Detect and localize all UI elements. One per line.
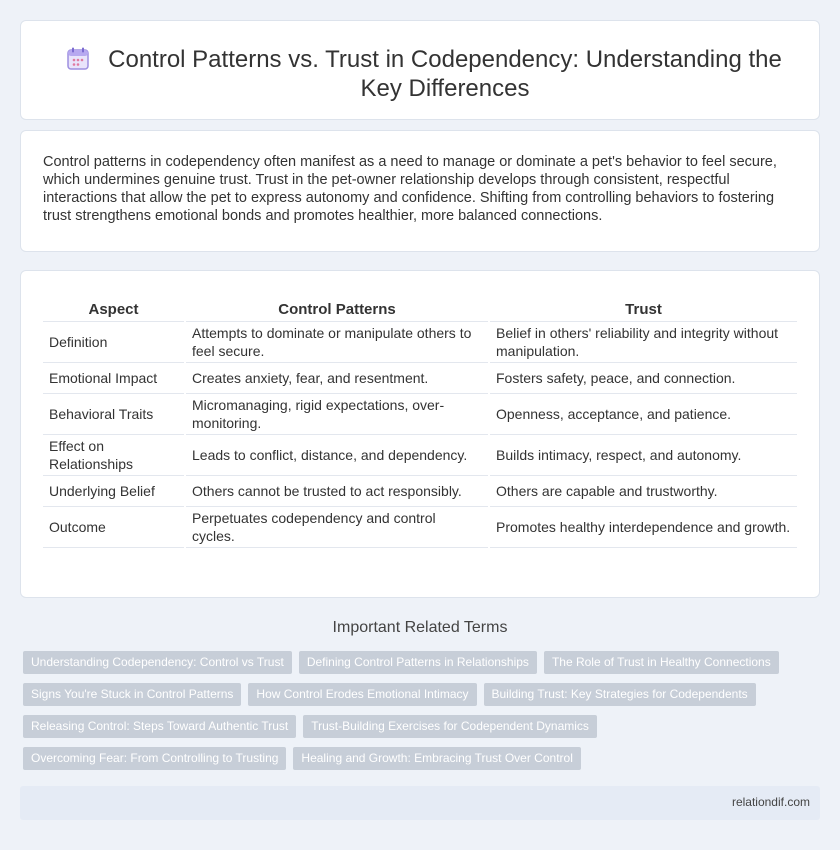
table-cell: Promotes healthy interdependence and growth. [490,507,797,548]
table-cell: Effect on Relationships [43,435,184,476]
related-term-link[interactable]: Signs You're Stuck in Control Patterns [23,683,241,706]
table-cell: Outcome [43,507,184,548]
table-cell: Others are capable and trustworthy. [490,476,797,507]
table-cell: Belief in others' reliability and integrity without manipulation. [490,322,797,363]
related-term-link[interactable]: How Control Erodes Emotional Intimacy [248,683,476,706]
related-term-link[interactable]: Healing and Growth: Embracing Trust Over Control [293,747,580,770]
page-title: Control Patterns vs. Trust in Codependency: Understanding the Key Differences [108,46,782,102]
calendar-icon [65,46,91,72]
related-term-link[interactable]: Trust-Building Exercises for Codependent Dynamics [303,715,597,738]
header-card [20,20,820,120]
table-cell: Behavioral Traits [43,394,184,435]
table-cell: Emotional Impact [43,363,184,394]
footer-site-link[interactable]: relationdif.com [731,795,810,809]
comparison-table [41,297,799,548]
related-term-link[interactable]: Releasing Control: Steps Toward Authentic Trust [23,715,296,738]
table-header-aspect: Aspect [43,297,184,322]
comparison-card [20,270,820,598]
table-cell: Micromanaging, rigid expectations, over-monitoring. [186,394,488,435]
intro-text: Control patterns in codependency often manifest as a need to manage or dominate a pet's behavior to feel secure, which undermines genuine trust. Trust in the pet-owner relationship develops through consistent, respectful interactions that allow the pet to express autonomy and confidence. Shifting from controlling behaviors to fostering trust strengthens emotional bonds and promotes healthier, more balanced connections. [43,154,777,224]
table-row [43,322,797,363]
table-cell: Others cannot be trusted to act responsibly. [186,476,488,507]
table-cell: Openness, acceptance, and patience. [490,394,797,435]
table-header-trust: Trust [490,297,797,322]
table-row [43,363,797,394]
table-cell: Perpetuates codependency and control cycles. [186,507,488,548]
table-cell: Definition [43,322,184,363]
related-term-link[interactable]: Building Trust: Key Strategies for Codependents [484,683,756,706]
related-terms-title: Important Related Terms [332,619,508,636]
table-cell: Underlying Belief [43,476,184,507]
table-header-control: Control Patterns [186,297,488,322]
table-row [43,394,797,435]
related-terms-list [23,651,823,779]
related-term-link[interactable]: Understanding Codependency: Control vs Trust [23,651,292,674]
table-cell: Creates anxiety, fear, and resentment. [186,363,488,394]
table-cell: Leads to conflict, distance, and dependency. [186,435,488,476]
table-cell: Builds intimacy, respect, and autonomy. [490,435,797,476]
related-term-link[interactable]: Defining Control Patterns in Relationships [299,651,537,674]
table-row [43,507,797,548]
related-term-link[interactable]: The Role of Trust in Healthy Connections [544,651,779,674]
table-row [43,476,797,507]
related-term-link[interactable]: Overcoming Fear: From Controlling to Trusting [23,747,286,770]
table-cell: Attempts to dominate or manipulate others to feel secure. [186,322,488,363]
table-row [43,435,797,476]
footer [20,786,820,820]
table-cell: Fosters safety, peace, and connection. [490,363,797,394]
intro-card [20,130,820,252]
